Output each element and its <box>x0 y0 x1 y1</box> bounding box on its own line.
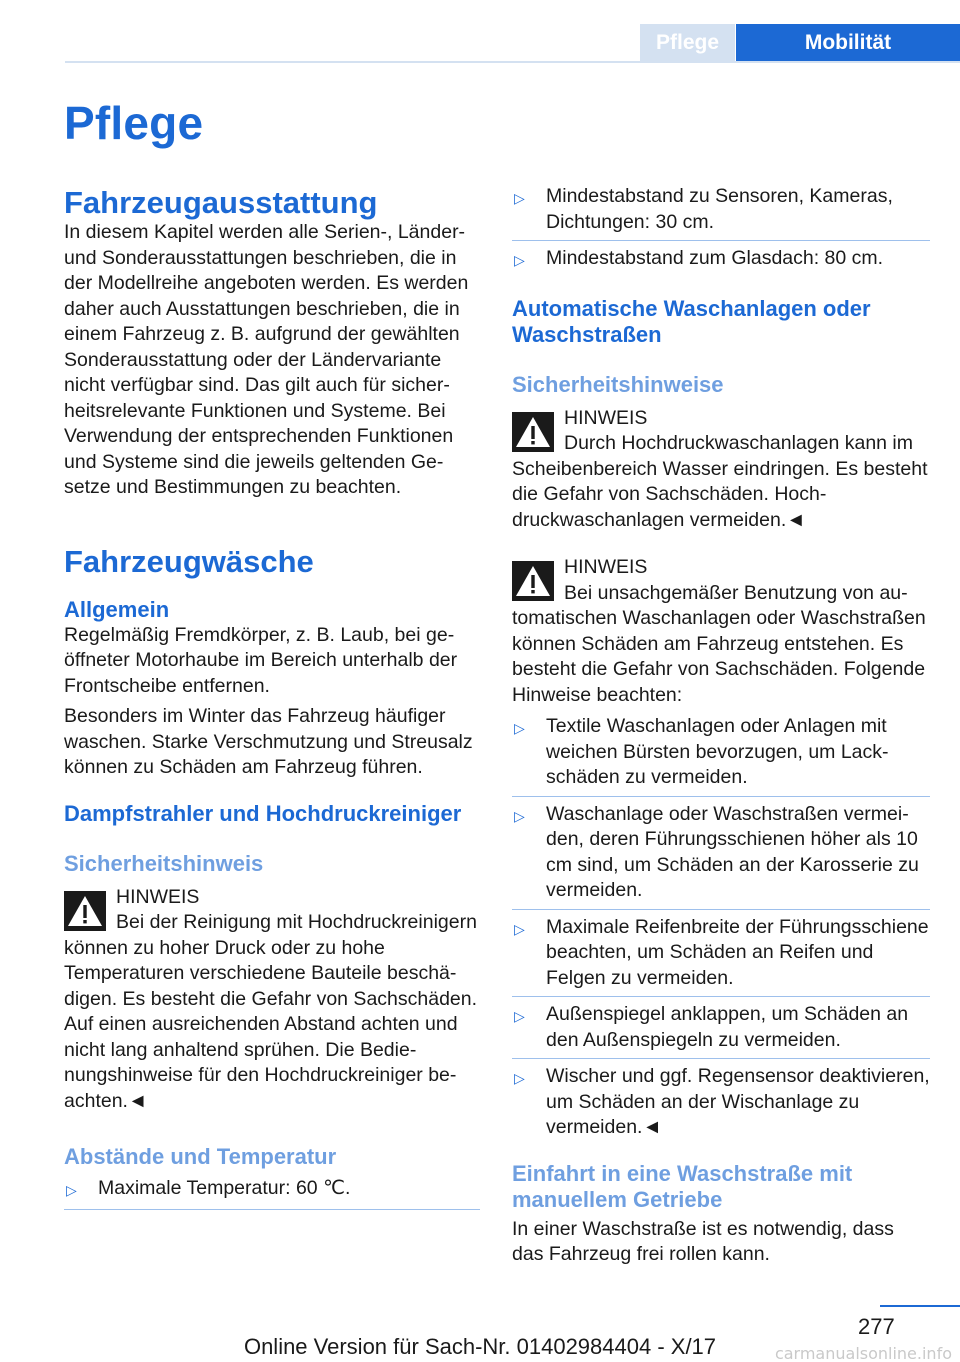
list-divider <box>512 1058 930 1059</box>
footer-divider <box>880 1305 960 1307</box>
list-item <box>512 802 930 904</box>
right-column <box>512 184 930 1268</box>
warning-triangle-icon <box>512 561 554 601</box>
warning-box-hochdruck <box>64 885 480 1115</box>
warning-triangle-icon <box>64 891 106 931</box>
warning-label: HINWEIS <box>564 406 648 429</box>
triangle-right-icon: ▷ <box>514 807 525 824</box>
left-column <box>64 184 480 1215</box>
list-item-text: Waschanlage oder Waschstraßen vermeiden, deren Führungsschienen höher als 10 cm sind, um Schäden an der Karosserie zu vermeiden. <box>546 802 919 901</box>
waschanlagen-list <box>512 714 930 1141</box>
list-item <box>512 1002 930 1053</box>
page-title: Pflege <box>64 97 204 149</box>
tab-mobilitaet-label: Mobilität <box>804 30 892 54</box>
warning-triangle-icon <box>512 412 554 452</box>
list-divider <box>512 240 930 241</box>
list-item-text: Mindestabstand zu Sensoren, Kameras, Dichtungen: 30 cm. <box>546 185 893 233</box>
heading-dampfstrahler: Dampfstrahler und Hochdruckreiniger <box>64 800 462 826</box>
warning-label: HINWEIS <box>116 885 200 908</box>
heading-sicherheitshinweise: Sicherheitshinweise <box>512 371 724 397</box>
triangle-right-icon: ▷ <box>66 1182 77 1198</box>
list-divider <box>512 909 930 910</box>
tab-pflege-label: Pflege <box>655 30 720 54</box>
list-item-text: Maximale Temperatur: 60 ℃. <box>98 1177 351 1199</box>
paragraph-einfahrt: In einer Waschstraße ist es notwendig, dass das Fahrzeug frei rollen kann. <box>512 1217 894 1265</box>
triangle-right-icon: ▷ <box>514 1008 525 1024</box>
paragraph-ausstattung: In diesem Kapitel werden alle Serien-, Länder- und Sonderausstattungen beschrieben, die in der Modellreihe angeboten werden. Es werden daher auch Ausstattungen beschrieben, die in einem Fahrzeug z. B. aufgrund der gewählten Sonderausstattung oder der Ländervariante nicht verfügbar sind. Das gilt auch für sicherheitsrelevante Funktionen und Systeme. Bei Verwendung der entsprechenden Funktionen und Systeme sind die jeweils geltenden Gesetze und Bestimmungen zu beachten. <box>64 221 469 498</box>
list-item <box>512 246 930 274</box>
paragraph-allgemein-1: Regelmäßig Fremdkörper, z. B. Laub, bei geöffneter Motorhaube im Bereich unterhalb der Frontscheibe entfernen. <box>64 623 458 697</box>
online-version-note: Online Version für Sach-Nr. 01402984404 - X/17 <box>243 1334 717 1359</box>
tab-mobilitaet[interactable] <box>736 24 960 61</box>
heading-einfahrt: Einfahrt in eine Waschstraße mit manuellem Getriebe <box>512 1160 853 1212</box>
list-item-text: Mindestabstand zum Glasdach: 80 cm. <box>546 247 884 269</box>
triangle-right-icon: ▷ <box>514 252 525 268</box>
warning-text: Bei der Reinigung mit Hochdruckreinigern können zu hoher Druck oder zu hohe Temperaturen verschiedene Bauteile beschädigen. Es besteht die Gefahr von Sachschäden. Auf einen ausreichenden Abstand achten und nicht lang anhaltend sprühen. Die Bedienungshinweise für den Hochdruckreiniger beachten.◄ <box>64 911 478 1112</box>
header-divider <box>65 61 960 63</box>
heading-abstaende: Abstände und Temperatur <box>64 1144 337 1169</box>
heading-waschanlagen: Automatische Waschanlagen oder Waschstraßen <box>512 295 871 347</box>
paragraph-allgemein-2: Besonders im Winter das Fahrzeug häufiger waschen. Starke Verschmutzung und Streusalz können zu Schäden am Fahrzeug führen. <box>64 705 473 778</box>
list-item-text: Außenspiegel anklappen, um Schäden an den Außenspiegeln zu vermeiden. <box>546 1003 909 1051</box>
watermark: carmanualsonline.info <box>774 1344 952 1362</box>
tab-pflege[interactable] <box>640 24 735 61</box>
list-item <box>512 1064 930 1141</box>
list-item <box>512 915 930 992</box>
triangle-right-icon: ▷ <box>514 1070 525 1086</box>
warning-box-hochdruckwaschanlagen <box>512 406 930 534</box>
list-item-text: Maximale Reifenbreite der Führungsschiene beachten, um Schäden an Reifen und Felgen zu vermeiden. <box>546 915 929 989</box>
list-item-text: Textile Waschanlagen oder Anlagen mit weichen Bürsten bevorzugen, um Lackschäden zu vermeiden. <box>546 715 889 788</box>
list-divider <box>64 1209 480 1210</box>
warning-text: Durch Hochdruckwaschanlagen kann im Scheibenbereich Wasser eindringen. Es besteht die Gefahr von Sachschäden. Hochdruckwaschanlagen vermeiden.◄ <box>512 432 928 531</box>
warning-text: Bei unsachgemäßer Benutzung von automatischen Waschanlagen oder Waschstraßen können Schäden am Fahrzeug entstehen. Es besteht die Gefahr von Sachschäden. Folgende Hinweise beachten: <box>512 581 926 706</box>
page-number: 277 <box>858 1314 895 1339</box>
warning-label: HINWEIS <box>564 556 648 578</box>
list-item-text: Wischer und ggf. Regensensor deaktivieren, um Schäden an der Wischanlage zu vermeiden.◄ <box>546 1065 930 1138</box>
warning-box-waschanlagen <box>512 555 930 708</box>
list-item <box>64 1176 480 1204</box>
list-divider <box>512 796 930 797</box>
list-item <box>512 714 930 791</box>
heading-fahrzeugausstattung: Fahrzeugausstattung <box>64 185 378 220</box>
triangle-right-icon: ▷ <box>514 920 525 937</box>
triangle-right-icon: ▷ <box>514 720 525 736</box>
heading-fahrzeugwaesche: Fahrzeugwäsche <box>64 543 314 579</box>
list-divider <box>512 996 930 997</box>
triangle-right-icon: ▷ <box>514 190 525 206</box>
heading-sicherheitshinweis: Sicherheitshinweis <box>64 850 264 876</box>
heading-allgemein: Allgemein <box>64 596 170 622</box>
list-item <box>512 184 930 235</box>
page-header <box>0 0 960 62</box>
